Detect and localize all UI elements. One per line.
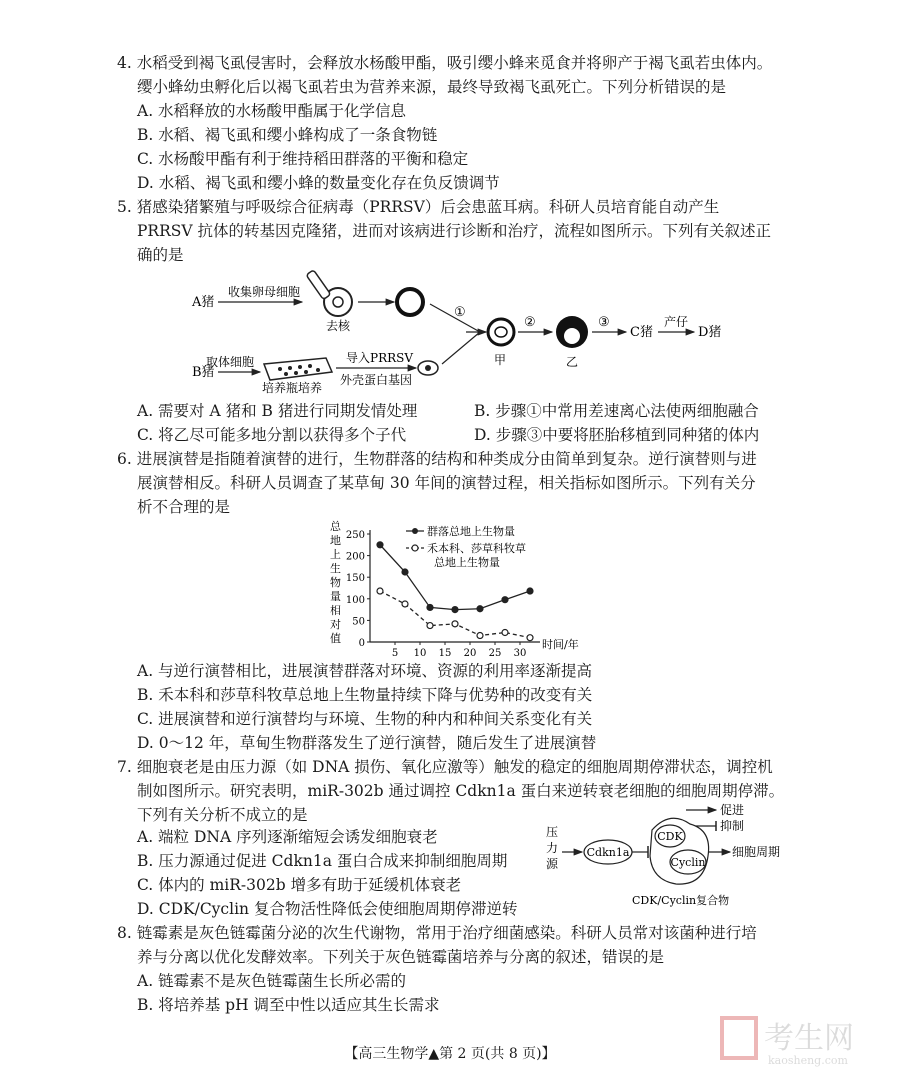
point-total [402, 569, 408, 575]
cdk-label: CDK [657, 830, 683, 843]
legend-marker-total [412, 528, 418, 534]
stressor-char: 源 [546, 857, 559, 871]
ylabel-char: 对 [330, 618, 341, 631]
point-grass [527, 635, 533, 641]
q6-option-b: B. 禾本科和莎草科牧草总地上生物量持续下降与优势种的改变有关 [137, 686, 593, 704]
enucleation-icon [306, 270, 352, 316]
culture-flask [264, 358, 332, 380]
d-pig-label: D猪 [698, 325, 722, 340]
promote-label: 促进 [720, 803, 745, 817]
cdkn1a-label: Cdkn1a [586, 846, 630, 859]
q5-stem-line-1: 5. 猪感染猪繁殖与呼吸综合征病毒（PRRSV）后会患蓝耳病。科研人员培育能自动产生 [117, 198, 720, 216]
chart-legend [406, 524, 526, 569]
ylabel-char: 地 [330, 534, 341, 547]
point-grass [427, 623, 433, 629]
ylabel-char: 相 [330, 604, 341, 617]
q7-option-a: A. 端粒 DNA 序列逐渐缩短会诱发细胞衰老 [137, 828, 438, 846]
jia-nucleus [495, 327, 507, 337]
culture-label: 培养瓶培养 [262, 381, 323, 395]
point-total [427, 604, 433, 610]
stressor-char: 力 [546, 841, 559, 855]
watermark-url: kaosheng.com [768, 1054, 848, 1067]
stressor-label [546, 825, 559, 871]
step1-label: ① [454, 305, 466, 320]
b-pig-label: B猪 [192, 365, 215, 380]
chart-xlabel: 时间/年 [542, 638, 579, 651]
enucleate-label: 去核 [326, 319, 351, 333]
q7-stem-line-2: 制如图所示。研究表明，miR-302b 通过调控 Cdkn1a 蛋白来逆转衰老细胞的细胞周期停滞。 [137, 782, 785, 800]
cloning-flow-diagram [190, 268, 760, 396]
y-tick-label: 200 [345, 551, 365, 563]
q7-stem-line-3: 下列有关分析不成立的是 [137, 806, 308, 824]
succession-chart [328, 518, 588, 656]
ylabel-char: 生 [330, 562, 341, 575]
take-cells-label: 取体细胞 [206, 355, 255, 369]
chart-ylabel [330, 520, 342, 645]
inhibit-label: 抑制 [720, 819, 745, 833]
cell-cycle-diagram [540, 800, 790, 912]
q6-option-c: C. 进展演替和逆行演替均与环境、生物的种内和种间关系变化有关 [137, 710, 593, 728]
ylabel-char: 量 [330, 590, 341, 603]
stressor-char: 压 [546, 825, 559, 839]
cyclin-label: Cyclin [670, 856, 706, 869]
q4-option-a: A. 水稻释放的水杨酸甲酯属于化学信息 [137, 102, 407, 120]
c-pig-label: C猪 [630, 325, 653, 340]
q8-stem-line-2: 养与分离以优化发酵效率。下列关于灰色链霉菌培养与分离的叙述，错误的是 [137, 948, 665, 966]
q4-option-c: C. 水杨酸甲酯有利于维持稻田群落的平衡和稳定 [137, 150, 469, 168]
q6-stem-line-1: 6. 进展演替是指随着演替的进行，生物群落的结构和种类成分由简单到复杂。逆行演替则与进 [117, 450, 757, 468]
legend-label-grass-2: 总地上生物量 [434, 556, 500, 569]
page-footer: 【高三生物学▲第 2 页(共 8 页)】 [344, 1046, 556, 1062]
point-total [452, 607, 458, 613]
y-tick-label: 100 [345, 594, 365, 606]
q7-option-b: B. 压力源通过促进 Cdkn1a 蛋白合成来抑制细胞周期 [137, 852, 508, 870]
point-grass [402, 601, 408, 607]
q8-stem-line-1: 8. 链霉素是灰色链霉菌分泌的次生代谢物，常用于治疗细菌感染。科研人员常对该菌种进行培 [117, 924, 757, 942]
point-grass [377, 588, 383, 594]
ylabel-char: 值 [330, 632, 341, 645]
q6-stem-line-3: 析不合理的是 [137, 498, 231, 516]
q5-option-d: D. 步骤③中要将胚胎移植到同种猪的体内 [474, 426, 760, 444]
q4-option-d: D. 水稻、褐飞虱和缨小蜂的数量变化存在负反馈调节 [137, 174, 500, 192]
x-tick-label: 25 [488, 648, 502, 656]
q4-stem-line-1: 4. 水稻受到褐飞虱侵害时，会释放水杨酸甲酯，吸引缨小蜂来觅食并将卵产于褐飞虱若虫体内。 [117, 54, 773, 72]
q5-option-b: B. 步骤①中常用差速离心法使两细胞融合 [474, 402, 759, 420]
ylabel-char: 总 [330, 520, 341, 533]
watermark-brand: 考生网 [764, 1021, 854, 1056]
embryo-cavity [564, 328, 580, 344]
coat-gene-label: 外壳蛋白基因 [340, 373, 413, 387]
q8-option-a: A. 链霉素不是灰色链霉菌生长所必需的 [137, 972, 407, 990]
merge-line-bottom [442, 332, 480, 364]
q8-option-b: B. 将培养基 pH 调至中性以适应其生长需求 [137, 996, 440, 1014]
point-total [527, 588, 533, 594]
watermark-logo-icon [722, 1018, 756, 1058]
cell-cycle-label: 细胞周期 [732, 845, 781, 859]
x-tick-label: 10 [413, 648, 427, 656]
legend-marker-grass [412, 545, 418, 551]
q4-option-b: B. 水稻、褐飞虱和缨小蜂构成了一条食物链 [137, 126, 438, 144]
step3-label: ③ [598, 315, 610, 330]
q7-option-c: C. 体内的 miR-302b 增多有助于延缓机体衰老 [137, 876, 462, 894]
legend-label-total: 群落总地上生物量 [427, 525, 515, 538]
q5-stem-line-3: 确的是 [137, 246, 184, 264]
yi-label: 乙 [566, 355, 579, 369]
birth-label: 产仔 [664, 315, 689, 329]
y-tick-label: 50 [352, 616, 365, 628]
legend-label-grass-1: 禾本科、莎草科牧草 [427, 542, 526, 555]
y-tick-label: 150 [345, 573, 365, 585]
q6-option-a: A. 与逆行演替相比，进展演替群落对环境、资源的利用率逐渐提高 [137, 662, 593, 680]
enucleated-oocyte [397, 289, 423, 315]
ylabel-char: 物 [330, 576, 341, 589]
a-pig-label: A猪 [192, 295, 215, 310]
jia-label: 甲 [494, 353, 507, 367]
import-prrsv-label: 导入PRRSV [346, 351, 414, 365]
q4-stem-line-2: 缨小蜂幼虫孵化后以褐飞虱若虫为营养来源，最终导致褐飞虱死亡。下列分析错误的是 [137, 78, 727, 96]
x-tick-label: 5 [391, 648, 399, 656]
q5-option-c: C. 将乙尽可能多地分割以获得多个子代 [137, 426, 407, 444]
x-tick-label: 15 [438, 648, 452, 656]
q6-stem-line-2: 展演替相反。科研人员调查了某草甸 30 年间的演替过程，相关指标如图所示。下列有关分 [137, 474, 756, 492]
step2-label: ② [524, 315, 536, 330]
q5-option-a: A. 需要对 A 猪和 B 猪进行同期发情处理 [137, 402, 418, 420]
q5-stem-line-2: PRRSV 抗体的转基因克隆猪，进而对该病进行诊断和治疗，流程如图所示。下列有关叙述正 [137, 222, 772, 240]
q7-option-d: D. CDK/Cyclin 复合物活性降低会使细胞周期停滞逆转 [137, 900, 518, 918]
point-total [502, 597, 508, 603]
somatic-nucleus [425, 365, 431, 371]
point-total [477, 606, 483, 612]
point-grass [477, 633, 483, 639]
complex-label: CDK/Cyclin复合物 [632, 894, 730, 907]
point-grass [452, 621, 458, 627]
q7-stem-line-1: 7. 细胞衰老是由压力源（如 DNA 损伤、氧化应激等）触发的稳定的细胞周期停滞状态，调控机 [117, 758, 773, 776]
x-tick-label: 30 [513, 648, 527, 656]
ylabel-char: 上 [330, 548, 341, 561]
y-tick-label: 0 [358, 638, 365, 649]
point-grass [502, 629, 508, 635]
collect-oocyte-label: 收集卵母细胞 [228, 285, 301, 299]
watermark [718, 1010, 898, 1070]
point-total [377, 542, 383, 548]
q6-option-d: D. 0～12 年，草甸生物群落发生了逆行演替，随后发生了进展演替 [137, 734, 597, 752]
x-tick-label: 20 [463, 648, 477, 656]
y-tick-label: 250 [345, 530, 365, 541]
